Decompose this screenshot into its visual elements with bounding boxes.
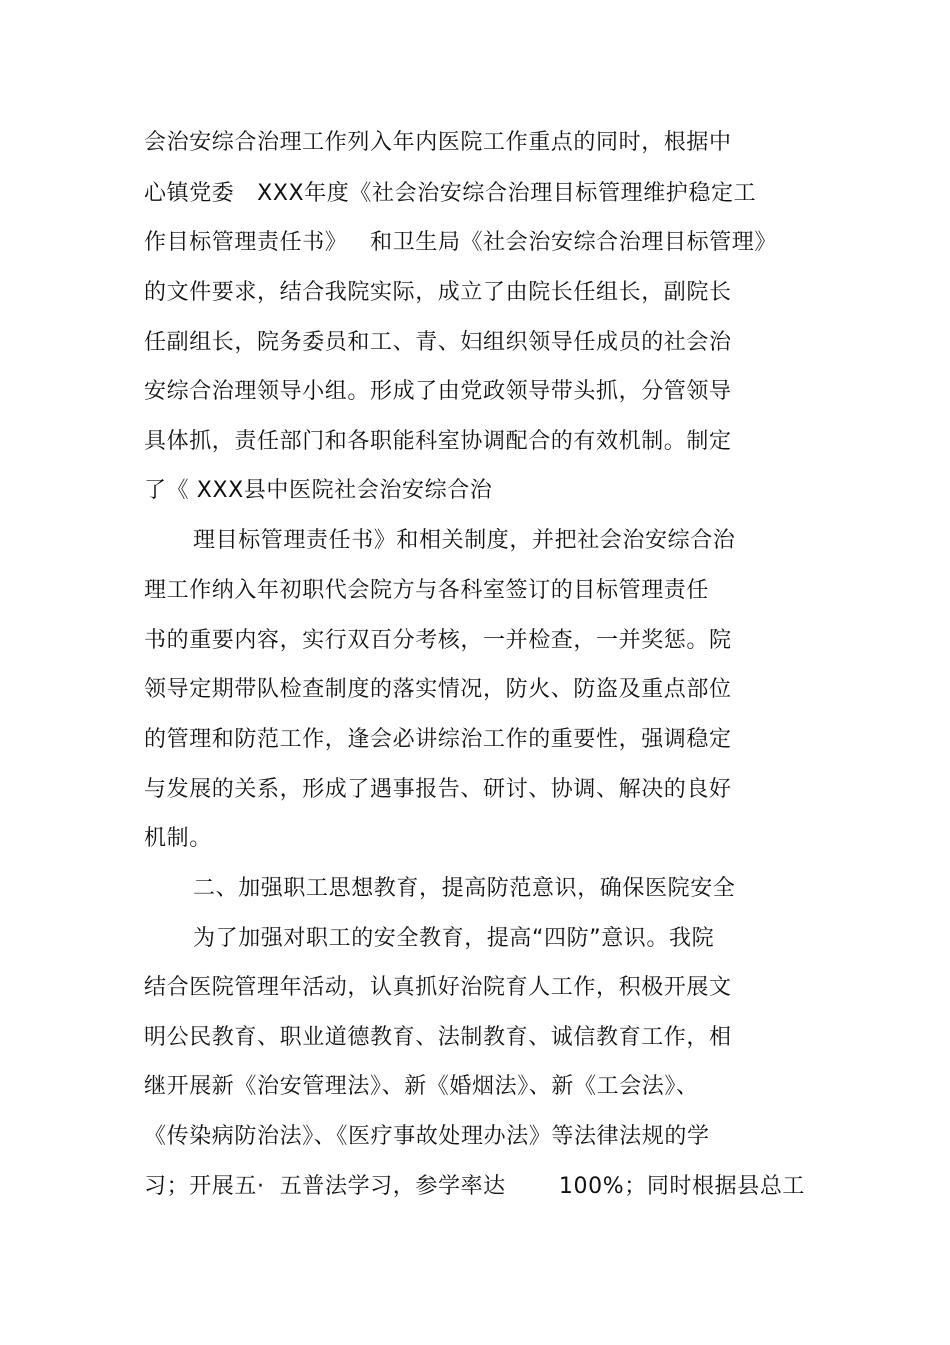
text-line: 的文件要求，结合我院实际，成立了由院长任组长，副院长 (144, 280, 732, 305)
text-line: 任副组长，院务委员和工、青、妇组织领导任成员的社会治 (144, 330, 732, 355)
text-line: 心镇党委 XXX年度《社会治安综合治理目标管理维护稳定工 (144, 181, 757, 206)
text-line: 与发展的关系，形成了遇事报告、研讨、协调、解决的良好 (144, 777, 732, 802)
text-line: 明公民教育、职业道德教育、法制教育、诚信教育工作，相 (144, 1025, 732, 1050)
text-line: 作目标管理责任书》 和卫生局《社会治安综合治理目标管理》 (144, 230, 777, 255)
text-line: 习；开展五· 五普法学习，参学率达 100%；同时根据县总工 (144, 1174, 806, 1199)
paragraph-first-line: 为了加强对职工的安全教育，提高“四防”意识。我院 (193, 926, 715, 951)
text-line: 继开展新《治安管理法》、新《婚烟法》、新《工会法》、 (144, 1074, 699, 1099)
text-line: 理工作纳入年初职代会院方与各科室签订的目标管理责任 (144, 578, 710, 603)
text-line: 机制。 (144, 826, 212, 851)
text-line: 《传染病防治法》、《医疗事故处理办法》等法律法规的学 (144, 1124, 710, 1149)
text-line: 安综合治理领导小组。形成了由党政领导带头抓，分管领导 (144, 379, 732, 404)
text-line: 的管理和防范工作，逢会必讲综治工作的重要性，强调稳定 (144, 727, 732, 752)
text-line: 了《 XXX县中医院社会治安综合治 (144, 478, 493, 503)
text-line: 领导定期带队检查制度的落实情况，防火、防盗及重点部位 (144, 677, 732, 702)
text-line: 具体抓，责任部门和各职能科室协调配合的有效机制。制定 (144, 429, 732, 454)
text-line: 结合医院管理年活动，认真抓好治院育人工作，积极开展文 (144, 975, 732, 1000)
paragraph-first-line: 理目标管理责任书》和相关制度，并把社会治安综合治 (193, 528, 736, 553)
section-heading: 二、加强职工思想教育，提高防范意识，确保医院安全 (193, 876, 736, 901)
text-line: 书的重要内容，实行双百分考核，一并检查，一并奖惩。院 (144, 628, 732, 653)
text-line: 会治安综合治理工作列入年内医院工作重点的同时，根据中 (144, 130, 732, 155)
